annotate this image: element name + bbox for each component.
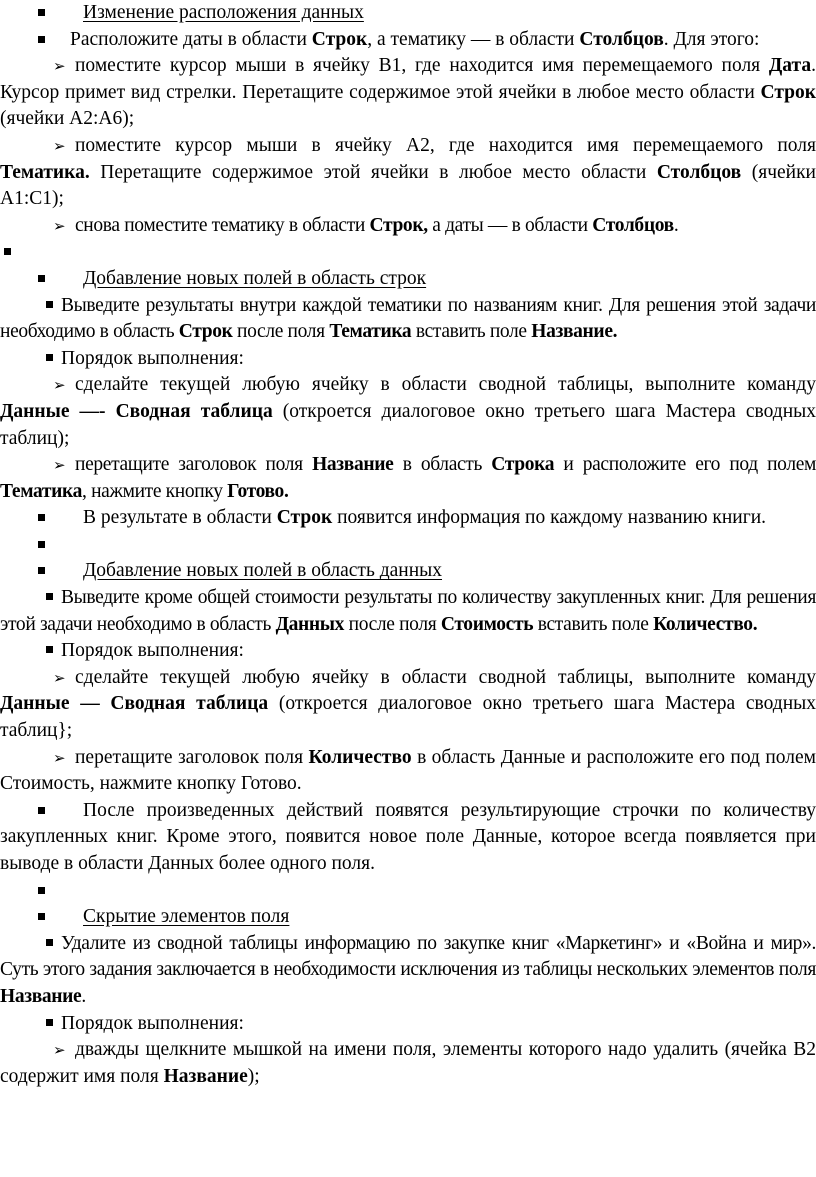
square-bullet-icon <box>46 646 53 653</box>
square-bullet-icon <box>38 913 45 920</box>
section-heading: Изменение расположения данных <box>0 0 816 27</box>
square-bullet-icon <box>38 887 45 894</box>
paragraph: Выведите результаты внутри каждой тематики по названиям книг. Для решения этой задачи необходимо в область Строк после поля Тематика вставить поле Название. <box>0 294 816 343</box>
section-heading: Скрытие элементов поля <box>0 904 816 931</box>
paragraph: Порядок выполнения: <box>0 346 816 373</box>
list-item: ➢ поместите курсор мыши в ячейку А2, где находится имя перемещаемого поля Тематика. Перетащите содержимое этой ячейки в любое место области Столбцов (ячейки А1:С1); <box>0 134 816 210</box>
arrowhead-bullet-icon: ➢ <box>53 216 66 235</box>
list-item: ➢ снова поместите тематику в области Строк, а даты — в области Столбцов. <box>0 213 816 240</box>
empty-bullet-line <box>0 239 816 266</box>
list-item: ➢ перетащите заголовок поля Количество в область Данные и расположите его под полем Стоимость, нажмите кнопку Готово. <box>0 746 816 795</box>
square-bullet-icon <box>38 514 45 521</box>
list-item: ➢ сделайте текущей любую ячейку в области сводной таблицы, выполните команду Данные — Сводная таблица (откроется диалоговое окно третьего шага Мастера сводных таблиц}; <box>0 666 816 742</box>
paragraph: Порядок выполнения: <box>0 1011 816 1038</box>
arrowhead-bullet-icon: ➢ <box>53 1041 66 1060</box>
square-bullet-icon <box>46 939 53 946</box>
arrowhead-bullet-icon: ➢ <box>53 136 66 155</box>
square-bullet-icon <box>4 248 11 255</box>
list-item: ➢ сделайте текущей любую ячейку в области сводной таблицы, выполните команду Данные —- Сводная таблица (откроется диалоговое окно третьего шага Мастера сводных таблиц); <box>0 374 816 449</box>
square-bullet-icon <box>46 354 53 361</box>
paragraph: После произведенных действий появятся результирующие строчки по количеству закупленных книг. Кроме этого, появится новое поле Данные, которое всегда появляется при выводе в области Данных более одного поля. <box>0 799 816 874</box>
section-heading: Добавление новых полей в область данных <box>0 558 816 585</box>
list-item: ➢ дважды щелкните мышкой на имени поля, элементы которого надо удалить (ячейка В2 содержит имя поля Название); <box>0 1039 816 1087</box>
square-bullet-icon <box>38 36 45 43</box>
square-bullet-icon <box>38 807 45 814</box>
arrowhead-bullet-icon: ➢ <box>53 668 66 687</box>
square-bullet-icon <box>38 567 45 574</box>
square-bullet-icon <box>46 301 53 308</box>
arrowhead-bullet-icon: ➢ <box>53 57 66 76</box>
paragraph: Расположите даты в области Строк, а тематику — в области Столбцов. Для этого: <box>0 27 816 54</box>
arrowhead-bullet-icon: ➢ <box>53 456 66 475</box>
paragraph: Порядок выполнения: <box>0 638 816 665</box>
paragraph: Удалите из сводной таблицы информацию по закупке книг «Маркетинг» и «Война и мир». Суть этого задания заключается в необходимости исключения из таблицы нескольких элементов поля Название. <box>0 932 816 1007</box>
square-bullet-icon <box>38 541 45 548</box>
square-bullet-icon <box>38 9 45 16</box>
paragraph: В результате в области Строк появится информация по каждому названию книги. <box>0 505 816 532</box>
empty-bullet-line <box>0 532 816 559</box>
list-item: ➢ перетащите заголовок поля Название в область Строка и расположите его под полем Тематика, нажмите кнопку Готово. <box>0 454 816 502</box>
paragraph: Выведите кроме общей стоимости результаты по количеству закупленных книг. Для решения этой задачи необходимо в область Данных после поля Стоимость вставить поле Количество. <box>0 587 816 635</box>
square-bullet-icon <box>46 593 53 600</box>
arrowhead-bullet-icon: ➢ <box>53 376 66 395</box>
list-item: ➢ поместите курсор мыши в ячейку В1, где находится имя перемещаемого поля Дата. Курсор примет вид стрелки. Перетащите содержимое этой ячейки в любое место области Строк (ячейки А2:А6); <box>0 55 816 130</box>
square-bullet-icon <box>38 275 45 282</box>
section-heading: Добавление новых полей в область строк <box>0 266 816 293</box>
empty-bullet-line <box>0 878 816 905</box>
arrowhead-bullet-icon: ➢ <box>53 748 66 767</box>
square-bullet-icon <box>46 1019 53 1026</box>
